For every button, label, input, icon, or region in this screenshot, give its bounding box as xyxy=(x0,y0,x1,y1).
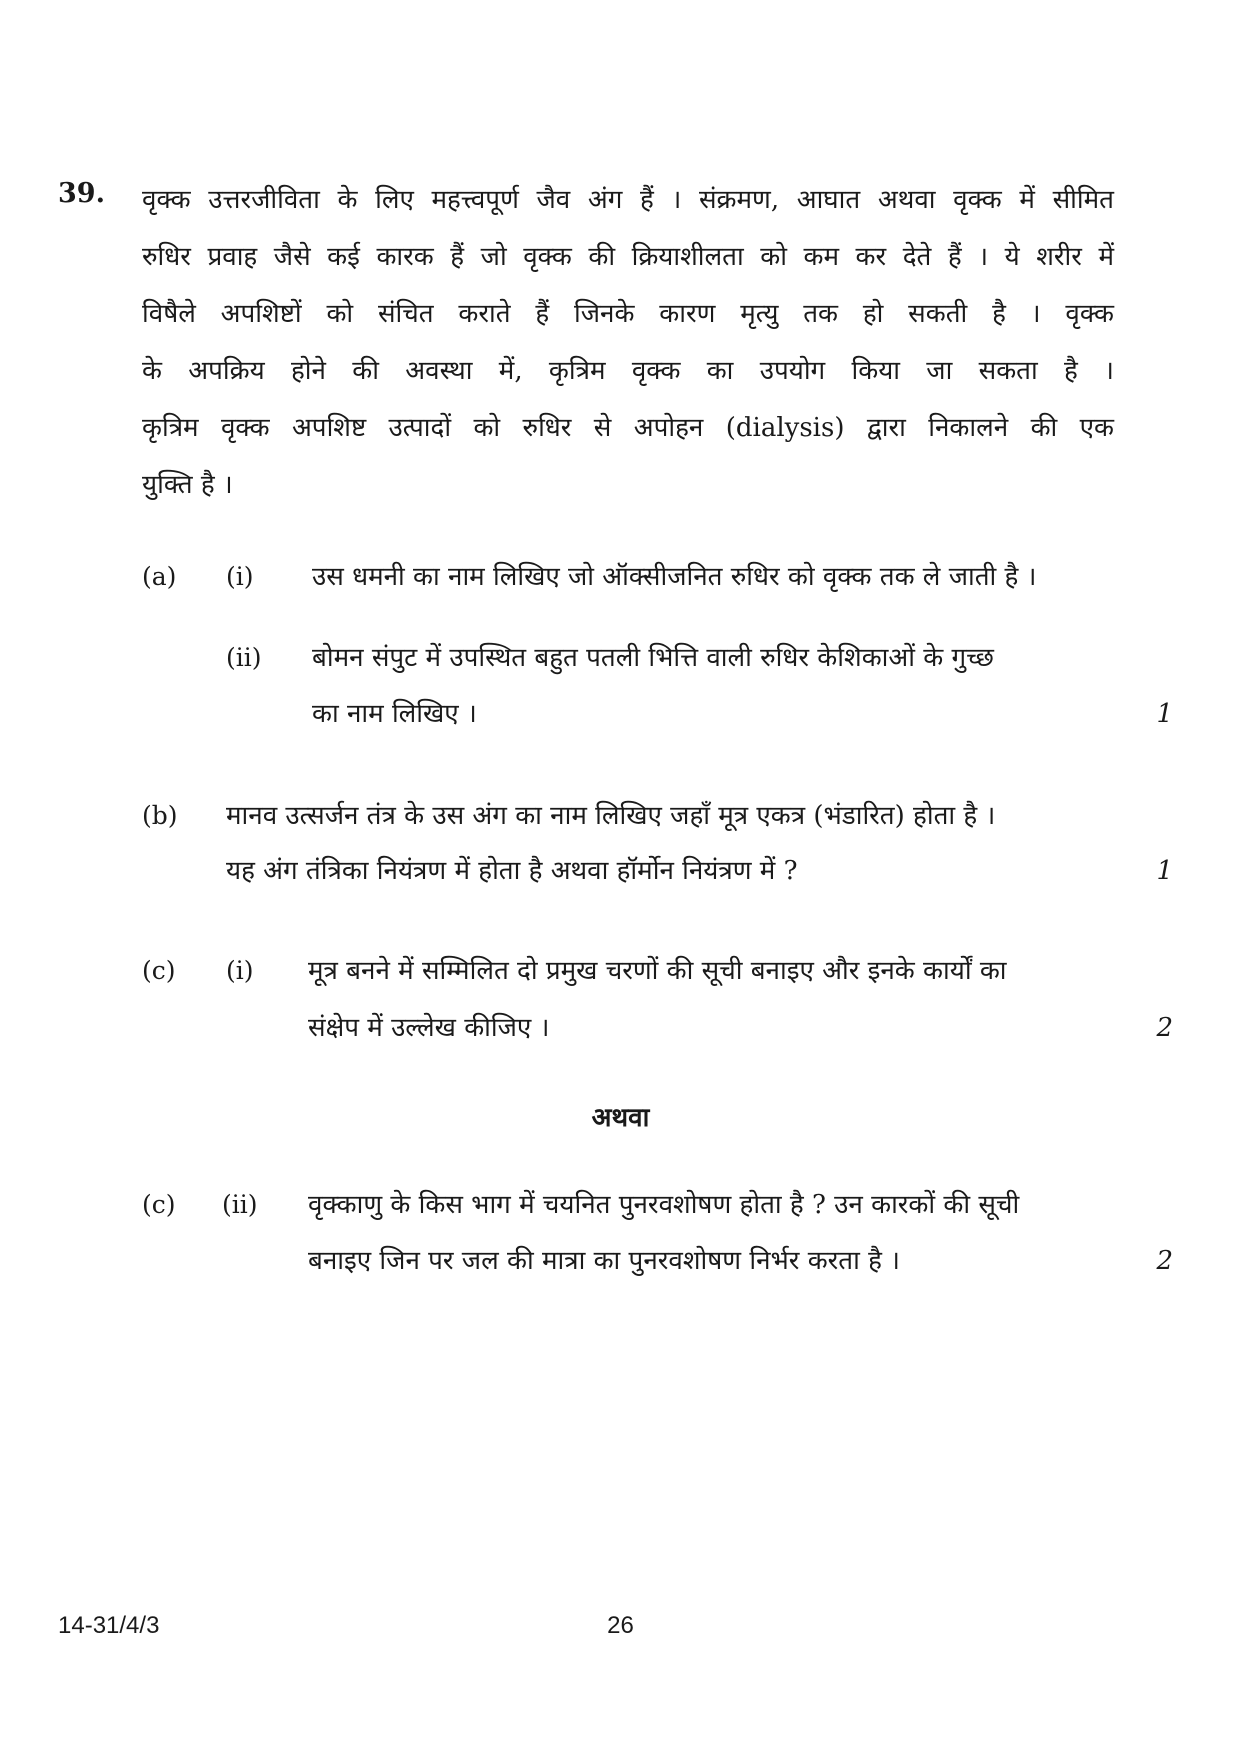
part-c-ii-label: (ii) xyxy=(222,1190,258,1219)
stem-line: विषैले अपशिष्टों को संचित कराते हैं जिनके कारण मृत्यु तक हो सकती है । वृक्क xyxy=(142,299,1114,329)
part-c-label: (c) xyxy=(142,1190,176,1219)
part-c-ii-text: वृक्काणु के किस भाग में चयनित पुनरवशोषण होता है ? उन कारकों की सूची xyxy=(308,1190,1020,1220)
part-a-i-label: (i) xyxy=(226,562,254,591)
question-number: 39. xyxy=(58,178,105,209)
part-a-ii-label: (ii) xyxy=(226,643,262,672)
part-b-label: (b) xyxy=(142,801,178,830)
part-c-label: (c) xyxy=(142,956,176,985)
part-c-ii-text: बनाइए जिन पर जल की मात्रा का पुनरवशोषण निर्भर करता है । xyxy=(308,1246,901,1276)
stem-line: रुधिर प्रवाह जैसे कई कारक हैं जो वृक्क की क्रियाशीलता को कम कर देते हैं । ये शरीर में xyxy=(142,242,1114,272)
or-divider: अथवा xyxy=(591,1103,650,1133)
stem-line: युक्ति है । xyxy=(142,470,233,500)
page-number: 26 xyxy=(607,1612,634,1639)
question-stem xyxy=(142,172,1114,514)
part-a-label: (a) xyxy=(142,562,177,591)
part-b-text: मानव उत्सर्जन तंत्र के उस अंग का नाम लिखिए जहाँ मूत्र एकत्र (भंडारित) होता है । xyxy=(226,801,996,831)
part-b-text: यह अंग तंत्रिका नियंत्रण में होता है अथवा हॉर्मोन नियंत्रण में ? xyxy=(226,856,798,886)
marks: 1 xyxy=(1156,856,1173,886)
part-c-i-text: मूत्र बनने में सम्मिलित दो प्रमुख चरणों की सूची बनाइए और इनके कार्यों का xyxy=(308,956,1007,986)
part-a-ii-text: का नाम लिखिए । xyxy=(312,699,477,729)
marks: 2 xyxy=(1156,1246,1173,1276)
stem-line: वृक्क उत्तरजीविता के लिए महत्त्वपूर्ण जैव अंग हैं । संक्रमण, आघात अथवा वृक्क में सीमित xyxy=(142,185,1114,215)
stem-line: के अपक्रिय होने की अवस्था में, कृत्रिम वृक्क का उपयोग किया जा सकता है । xyxy=(142,356,1114,386)
part-a-ii-text: बोमन संपुट में उपस्थित बहुत पतली भित्ति वाली रुधिर केशिकाओं के गुच्छ xyxy=(312,643,994,673)
paper-code: 14-31/4/3 xyxy=(58,1612,160,1639)
marks: 2 xyxy=(1156,1013,1173,1043)
part-c-i-label: (i) xyxy=(226,956,254,985)
part-a-i-text: उस धमनी का नाम लिखिए जो ऑक्सीजनित रुधिर को वृक्क तक ले जाती है । xyxy=(312,562,1037,592)
part-c-i-text: संक्षेप में उल्लेख कीजिए । xyxy=(308,1013,550,1043)
stem-line: कृत्रिम वृक्क अपशिष्ट उत्पादों को रुधिर से अपोहन (dialysis) द्वारा निकालने की एक xyxy=(142,413,1114,443)
marks: 1 xyxy=(1156,699,1173,729)
